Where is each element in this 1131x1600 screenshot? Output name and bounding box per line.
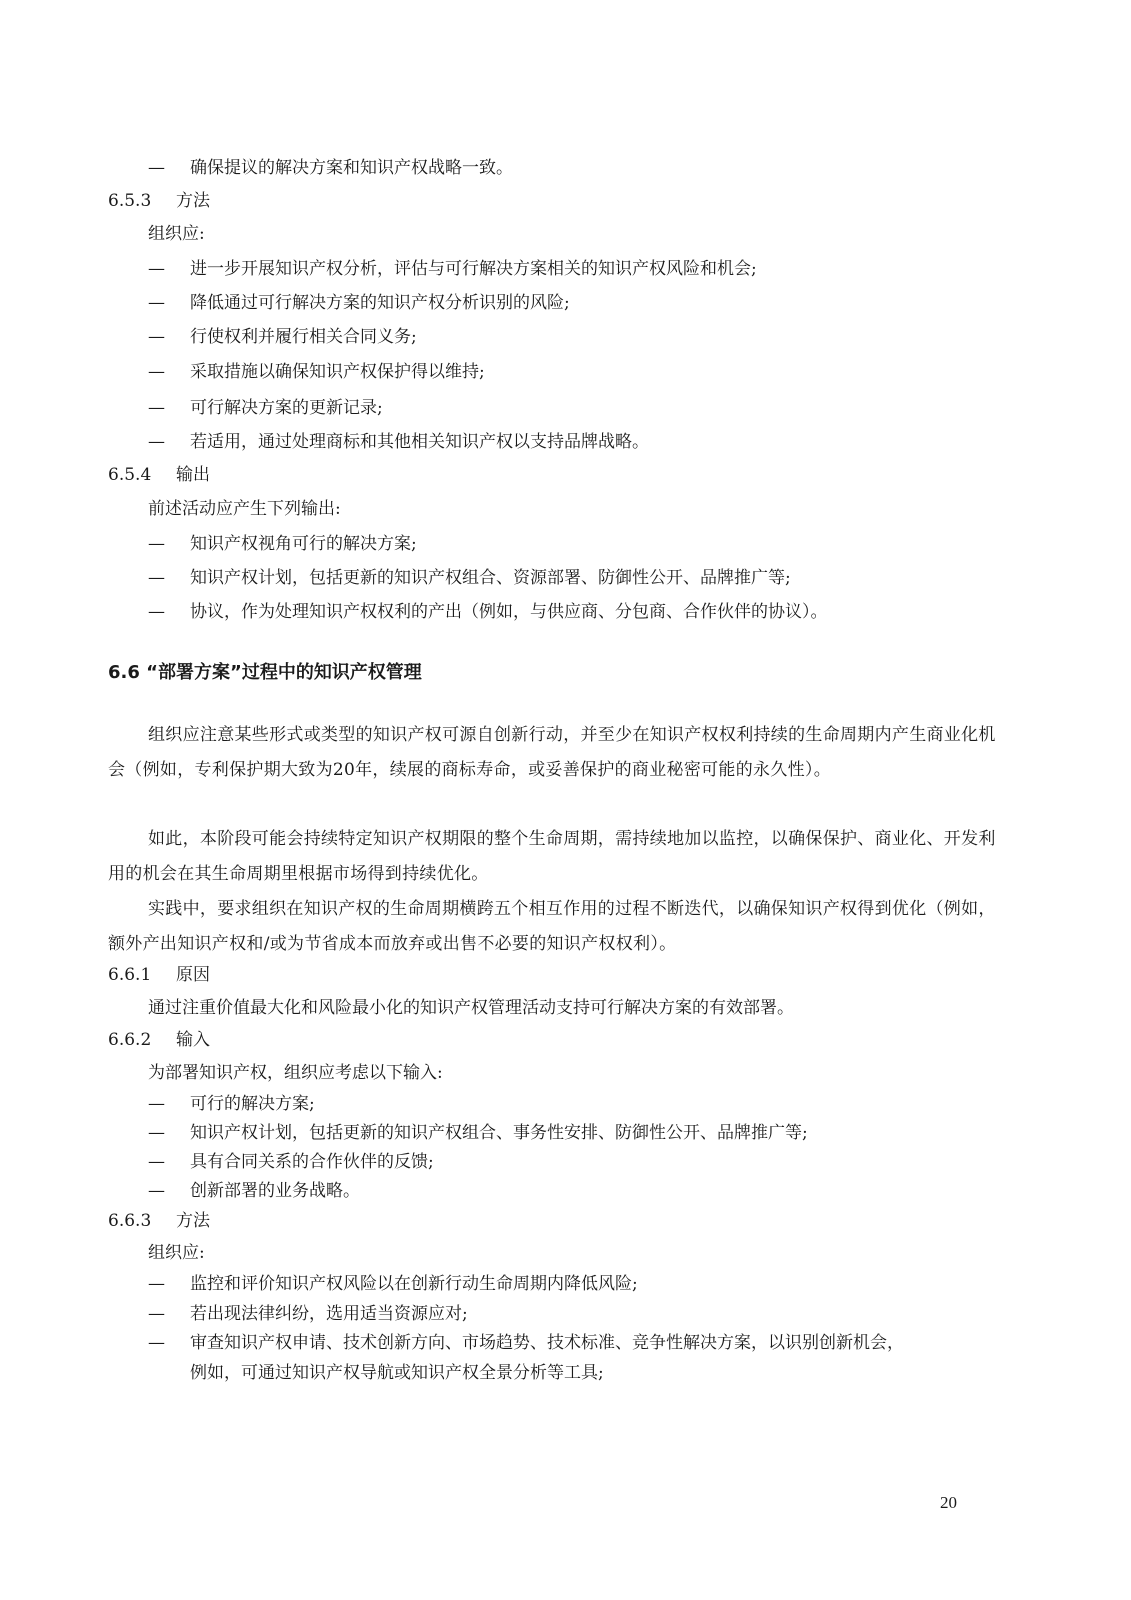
subsection-title: 原因 (176, 965, 210, 985)
subsection-6-6-1-heading (108, 963, 210, 987)
list-item: 进一步开展知识产权分析，评估与可行解决方案相关的知识产权风险和机会; (190, 259, 757, 279)
list-item: 采取措施以确保知识产权保护得以维持; (190, 362, 485, 382)
subsection-title: 输出 (176, 465, 210, 485)
body-paragraph: 组织应注意某些形式或类型的知识产权可源自创新行动，并至少在知识产权权利持续的生命周期内产生商业化机会（例如，专利保护期大致为20年，续展的商标寿命，或妥善保护的商业秘密可能的永久性）。 (108, 725, 996, 780)
subsection-6-5-3-heading (108, 189, 210, 213)
list-item: 知识产权视角可行的解决方案; (190, 534, 417, 554)
list-dash-icon: — (148, 1304, 165, 1324)
list-item: 确保提议的解决方案和知识产权战略一致。 (190, 158, 513, 178)
list-item: 创新部署的业务战略。 (190, 1181, 360, 1201)
list-dash-icon: — (148, 259, 165, 279)
lead-text: 为部署知识产权，组织应考虑以下输入: (148, 1063, 443, 1083)
list-dash-icon: — (148, 1152, 165, 1172)
lead-text: 前述活动应产生下列输出: (148, 499, 341, 519)
list-dash-icon: — (148, 568, 165, 588)
list-item: 监控和评价知识产权风险以在创新行动生命周期内降低风险; (190, 1274, 638, 1294)
lead-text: 通过注重价值最大化和风险最小化的知识产权管理活动支持可行解决方案的有效部署。 (148, 998, 794, 1018)
list-dash-icon: — (148, 362, 165, 382)
list-item: 降低通过可行解决方案的知识产权分析识别的风险; (190, 293, 570, 313)
subsection-number: 6.5.4 (108, 465, 152, 485)
subsection-number: 6.6.2 (108, 1030, 152, 1050)
list-dash-icon: — (148, 158, 165, 178)
subsection-number: 6.5.3 (108, 191, 152, 211)
list-item: 若出现法律纠纷，选用适当资源应对; (190, 1304, 468, 1324)
lead-text: 组织应: (148, 224, 205, 244)
list-dash-icon: — (148, 432, 165, 452)
list-item: 具有合同关系的合作伙伴的反馈; (190, 1152, 434, 1172)
subsection-title: 方法 (176, 191, 210, 211)
list-dash-icon: — (148, 293, 165, 313)
list-item: 可行的解决方案; (190, 1094, 315, 1114)
page-number: 20 (940, 1493, 957, 1512)
list-dash-icon: — (148, 398, 165, 418)
subsection-number: 6.6.1 (108, 965, 152, 985)
list-item-continuation: 例如，可通过知识产权导航或知识产权全景分析等工具; (190, 1363, 604, 1383)
list-dash-icon: — (148, 1333, 165, 1353)
list-dash-icon: — (148, 1123, 165, 1143)
subsection-6-5-4-heading (108, 463, 210, 487)
section-6-6-heading: 6.6 “部署方案”过程中的知识产权管理 (108, 662, 422, 683)
list-dash-icon: — (148, 327, 165, 347)
subsection-6-6-2-heading (108, 1028, 210, 1052)
body-paragraph: 如此，本阶段可能会持续特定知识产权期限的整个生命周期，需持续地加以监控，以确保保护、商业化、开发利用的机会在其生命周期里根据市场得到持续优化。 (108, 829, 996, 884)
list-dash-icon: — (148, 602, 165, 622)
list-item: 协议，作为处理知识产权权利的产出（例如，与供应商、分包商、合作伙伴的协议）。 (190, 602, 828, 622)
list-item: 知识产权计划，包括更新的知识产权组合、资源部署、防御性公开、品牌推广等; (190, 568, 791, 588)
list-dash-icon: — (148, 1094, 165, 1114)
list-dash-icon: — (148, 534, 165, 554)
list-item: 若适用，通过处理商标和其他相关知识产权以支持品牌战略。 (190, 432, 649, 452)
subsection-6-6-3-heading (108, 1209, 210, 1233)
lead-text: 组织应: (148, 1243, 205, 1263)
list-item: 知识产权计划，包括更新的知识产权组合、事务性安排、防御性公开、品牌推广等; (190, 1123, 808, 1143)
list-dash-icon: — (148, 1181, 165, 1201)
subsection-title: 输入 (176, 1030, 210, 1050)
body-paragraph: 实践中，要求组织在知识产权的生命周期横跨五个相互作用的过程不断迭代，以确保知识产权得到优化（例如，额外产出知识产权和/或为节省成本而放弃或出售不必要的知识产权权利）。 (108, 899, 996, 954)
subsection-number: 6.6.3 (108, 1211, 152, 1231)
list-dash-icon: — (148, 1274, 165, 1294)
list-item: 可行解决方案的更新记录; (190, 398, 383, 418)
subsection-title: 方法 (176, 1211, 210, 1231)
list-item: 行使权利并履行相关合同义务; (190, 327, 417, 347)
list-item: 审查知识产权申请、技术创新方向、市场趋势、技术标准、竞争性解决方案，以识别创新机会， (190, 1333, 904, 1353)
